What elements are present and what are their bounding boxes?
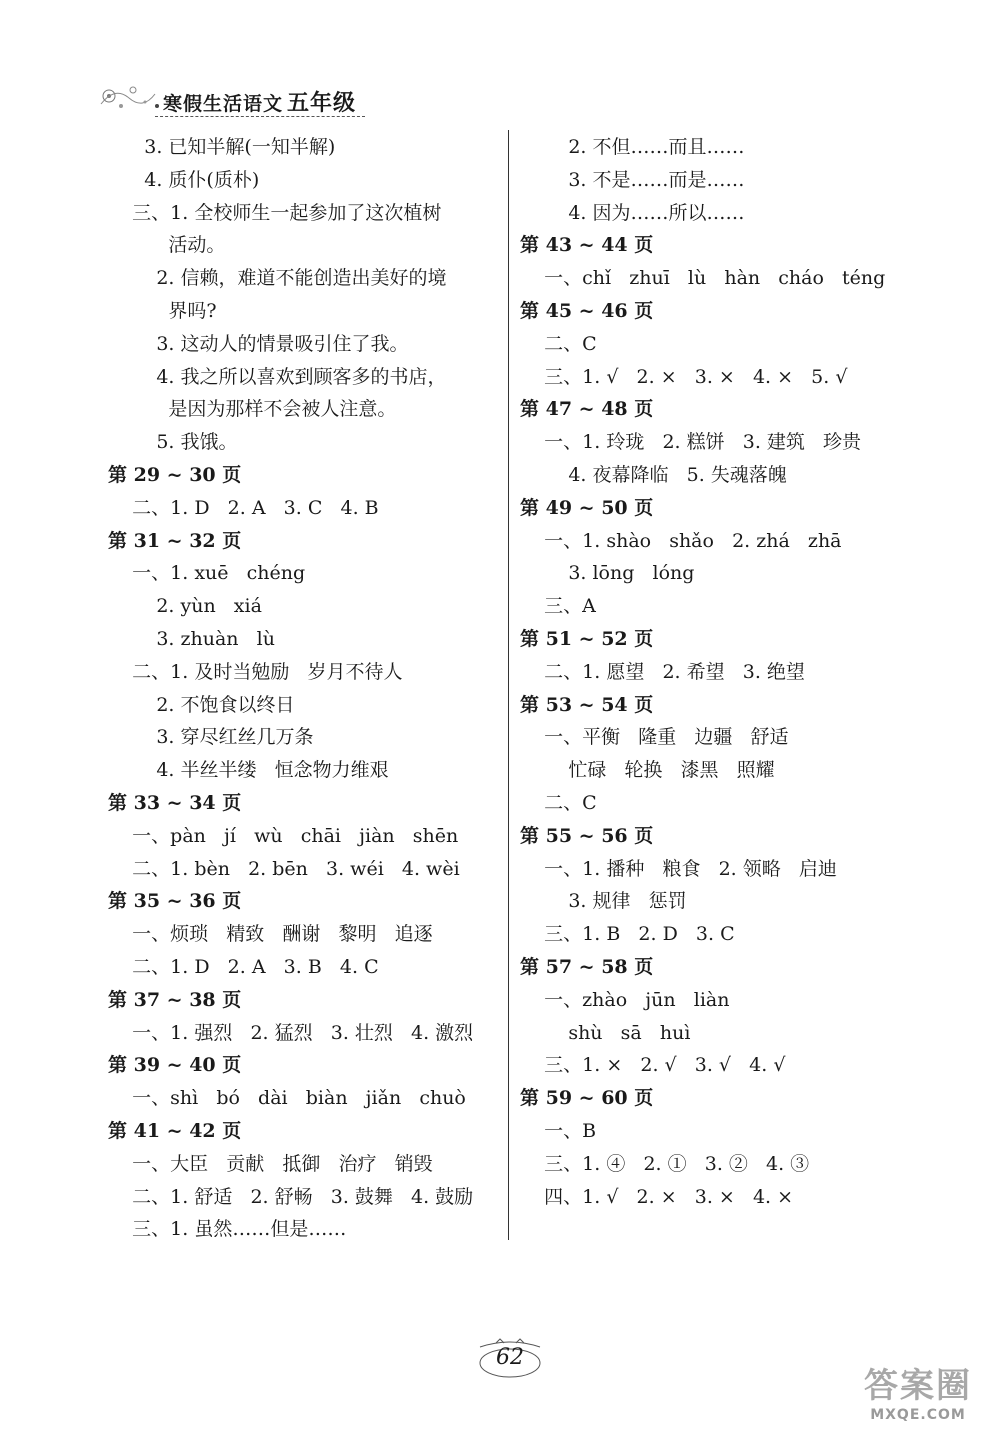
answer-line: 界吗? — [108, 299, 217, 322]
section-page-heading: 第 57 ~ 58 页 — [520, 955, 654, 978]
section-page-heading: 第 41 ~ 42 页 — [108, 1119, 242, 1142]
section-page-heading: 第 29 ~ 30 页 — [108, 463, 242, 486]
answer-line: 活动。 — [108, 234, 226, 257]
answer-line: 3. 不是……而是…… — [520, 168, 745, 191]
answer-line: 4. 质仆(质朴) — [108, 168, 260, 191]
answer-line: 二、1. bèn 2. bēn 3. wéi 4. wèi — [108, 857, 460, 880]
answer-line: 3. 这动人的情景吸引住了我。 — [108, 332, 409, 355]
answer-line: 一、1. 玲珑 2. 糕饼 3. 建筑 珍贵 — [520, 431, 862, 454]
answer-line: 二、C — [520, 332, 597, 355]
answer-line: 一、烦琐 精致 酬谢 黎明 追逐 — [108, 923, 433, 946]
answer-line: 二、1. D 2. A 3. B 4. C — [108, 955, 379, 978]
watermark-text: 答案圈 — [864, 1366, 972, 1406]
answer-line: 一、1. shào shǎo 2. zhá zhā — [520, 529, 842, 552]
series-title: 寒假生活语文 — [163, 93, 284, 115]
section-page-heading: 第 51 ~ 52 页 — [520, 627, 654, 650]
answer-line: 4. 夜幕降临 5. 失魂落魄 — [520, 463, 787, 486]
answer-line: 一、shì bó dài biàn jiǎn chuò — [108, 1087, 466, 1110]
section-page-heading: 第 45 ~ 46 页 — [520, 299, 654, 322]
answer-line: 3. 已知半解(一知半解) — [108, 136, 336, 158]
answer-line: 三、1. ④ 2. ① 3. ② 4. ③ — [520, 1152, 810, 1175]
answer-line: 5. 我饿。 — [108, 431, 238, 454]
answer-line: 三、1. × 2. √ 3. √ 4. √ — [520, 1054, 786, 1077]
answer-line: shù sā huì — [520, 1021, 691, 1044]
answer-line: 2. yùn xiá — [108, 595, 262, 618]
book-title — [163, 86, 356, 117]
section-page-heading: 第 35 ~ 36 页 — [108, 890, 242, 913]
answer-line: 三、A — [520, 595, 596, 618]
answer-line: 3. 规律 惩罚 — [520, 890, 687, 913]
page-header — [95, 72, 375, 122]
answer-line: 二、1. 及时当勉励 岁月不待人 — [108, 660, 403, 683]
answer-line: 一、B — [520, 1119, 597, 1142]
answer-line: 忙碌 轮换 漆黑 照耀 — [520, 759, 775, 782]
answer-line: 一、大臣 贡献 抵御 治疗 销毁 — [108, 1152, 433, 1175]
answer-line: 3. zhuàn lù — [108, 627, 275, 650]
answer-line: 一、1. 播种 粮食 2. 领略 启迪 — [520, 857, 837, 880]
flower-ornament-icon — [95, 76, 165, 116]
section-page-heading: 第 43 ~ 44 页 — [520, 234, 654, 257]
page-footer — [470, 1335, 550, 1385]
answer-column-right — [520, 131, 920, 1213]
answer-line: 一、1. xuē chéng — [108, 562, 306, 585]
answer-line: 一、平衡 隆重 边疆 舒适 — [520, 726, 789, 749]
header-underline — [155, 116, 365, 117]
section-page-heading: 第 31 ~ 32 页 — [108, 529, 242, 552]
answer-line: 四、1. √ 2. × 3. × 4. × — [520, 1185, 794, 1208]
answer-line: 一、zhào jūn liàn — [520, 988, 730, 1011]
answer-line: 3. lōng lóng — [520, 562, 695, 585]
answer-column-left — [108, 131, 503, 1246]
watermark-logo — [858, 1358, 978, 1428]
answer-line: 2. 信赖，难道不能创造出美好的境 — [108, 267, 447, 290]
answer-line: 二、1. 愿望 2. 希望 3. 绝望 — [520, 660, 805, 683]
answer-line: 一、chǐ zhuī lù hàn cháo téng — [520, 267, 886, 290]
column-divider — [508, 130, 509, 1240]
answer-line: 一、pàn jí wù chāi jiàn shēn — [108, 824, 459, 847]
answer-line: 4. 半丝半缕 恒念物力维艰 — [108, 759, 389, 782]
answer-line: 是因为那样不会被人注意。 — [108, 398, 397, 421]
section-page-heading: 第 59 ~ 60 页 — [520, 1087, 654, 1110]
section-page-heading: 第 55 ~ 56 页 — [520, 824, 654, 847]
answer-line: 三、1. 虽然……但是…… — [108, 1218, 347, 1241]
section-page-heading: 第 39 ~ 40 页 — [108, 1054, 242, 1077]
answer-line: 一、1. 强烈 2. 猛烈 3. 壮烈 4. 激烈 — [108, 1021, 474, 1044]
answer-line: 2. 不饱食以终日 — [108, 693, 295, 716]
section-page-heading: 第 33 ~ 34 页 — [108, 791, 242, 814]
answer-line: 二、1. 舒适 2. 舒畅 3. 鼓舞 4. 鼓励 — [108, 1185, 474, 1208]
watermark-url: MXQE.COM — [870, 1407, 966, 1423]
section-page-heading: 第 53 ~ 54 页 — [520, 693, 654, 716]
answer-line: 4. 因为……所以…… — [520, 201, 745, 224]
answer-line: 二、1. D 2. A 3. C 4. B — [108, 496, 379, 519]
section-page-heading: 第 49 ~ 50 页 — [520, 496, 654, 519]
answer-line: 三、1. √ 2. × 3. × 4. × 5. √ — [520, 365, 848, 388]
answer-line: 三、1. 全校师生一起参加了这次植树 — [108, 201, 442, 224]
answer-line: 三、1. B 2. D 3. C — [520, 923, 735, 946]
answer-line: 3. 穿尽红丝几万条 — [108, 726, 314, 749]
grade-label: 五年级 — [287, 91, 357, 116]
section-page-heading: 第 37 ~ 38 页 — [108, 988, 242, 1011]
page-number: 62 — [496, 1345, 524, 1370]
answer-line: 4. 我之所以喜欢到顾客多的书店， — [108, 365, 447, 388]
answer-line: 二、C — [520, 791, 597, 814]
answer-line: 2. 不但……而且…… — [520, 136, 745, 158]
section-page-heading: 第 47 ~ 48 页 — [520, 398, 654, 421]
